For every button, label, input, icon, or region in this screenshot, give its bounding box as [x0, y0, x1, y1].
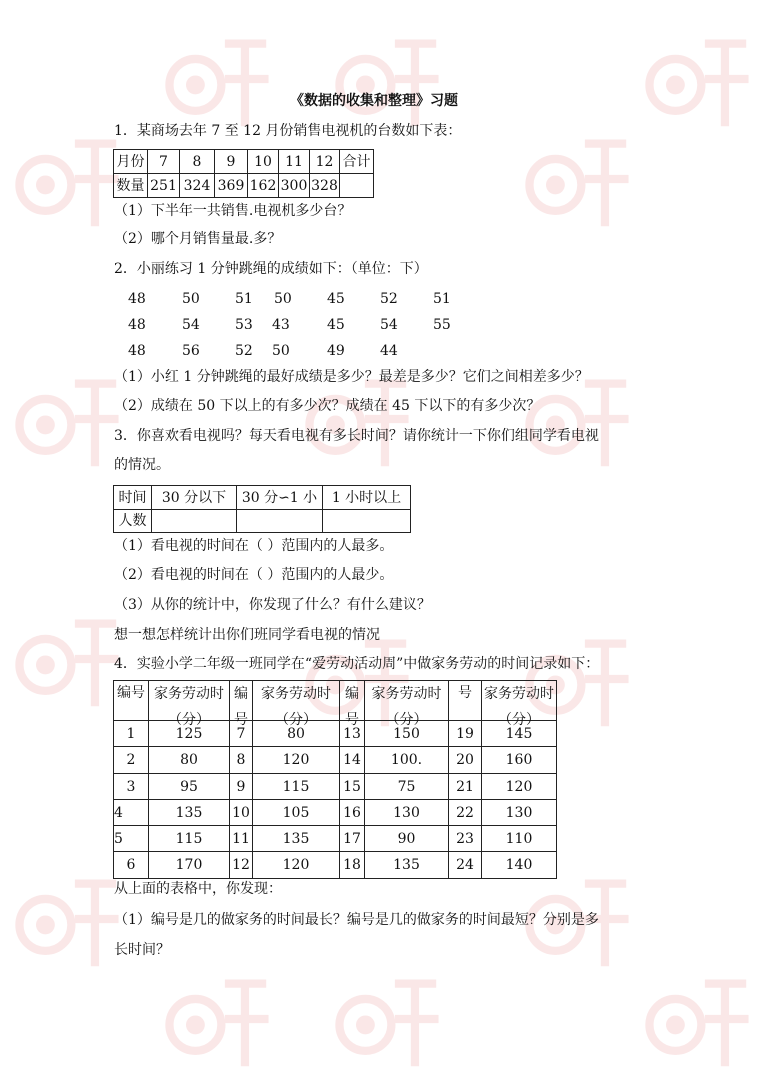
q4-header-text: 编号: [345, 686, 359, 728]
score: 48: [128, 317, 146, 333]
score: 50: [274, 291, 292, 307]
q4-cell: 170: [149, 852, 230, 879]
q3-sub3: （3）从你的统计中，你发现了什么？有什么建议？: [114, 597, 431, 613]
q4-cell: 110: [482, 826, 557, 852]
q4-cell: 1: [114, 721, 149, 747]
q4-header-cell: [149, 681, 230, 728]
q1-cell: 162: [248, 174, 279, 198]
q4-cell: 135: [253, 826, 340, 852]
q1-cell: 合计: [340, 150, 374, 174]
q1-cell: 9: [215, 150, 248, 174]
score: 50: [182, 291, 200, 307]
q4-cell: 135: [149, 800, 230, 826]
q4-cell: 20: [449, 747, 482, 774]
q4-cell: 4: [114, 800, 149, 826]
q4-cell: 90: [365, 826, 449, 852]
q4-cell: 80: [149, 747, 230, 774]
watermark-logo: [640, 20, 758, 138]
q4-header-cell: [230, 681, 253, 728]
q3-cell: [237, 510, 323, 533]
score: 54: [182, 317, 200, 333]
q1-cell: 数量: [114, 174, 148, 198]
q1-stem: 1．某商场去年 7 至 12 月份销售电视机的台数如下表：: [114, 123, 462, 139]
q3-table: [113, 485, 411, 533]
q1-cell: 251: [148, 174, 180, 198]
q4-header-text: 编号: [234, 686, 248, 728]
q4-cell: 140: [482, 852, 557, 879]
q4-header-text: 家务劳动时（分）: [484, 686, 554, 728]
q4-cell: 7: [230, 721, 253, 747]
q4-cell: 115: [149, 826, 230, 852]
q4-cell: 13: [340, 721, 365, 747]
q4-header-text: 家务劳动时（分）: [371, 686, 442, 728]
q3-cell: 1 小时以上: [323, 486, 411, 510]
q1-cell: 300: [279, 174, 310, 198]
q4-cell: 11: [230, 826, 253, 852]
q4-cell: 22: [449, 800, 482, 826]
q4-cell: 75: [365, 774, 449, 800]
q3-cell: 时间: [114, 486, 152, 510]
q4-cell: 105: [253, 800, 340, 826]
q4-cell: 120: [253, 852, 340, 879]
q4-header-text: 家务劳动时（分）: [154, 686, 224, 728]
q4-cell: 21: [449, 774, 482, 800]
q3-cell: 30 分以下: [152, 486, 237, 510]
q4-header-cell: [340, 681, 365, 728]
q4-cell: 5: [114, 826, 149, 852]
q4-header-text: 家务劳动时（分）: [261, 686, 331, 728]
q3-cell: [323, 510, 411, 533]
score: 50: [272, 343, 290, 359]
score: 53: [235, 317, 253, 333]
q4-cell: 6: [114, 852, 149, 879]
watermark-logo: [10, 860, 128, 978]
q4-header-cell: [365, 681, 449, 728]
q4-header-cell: 号: [449, 681, 482, 721]
score: 43: [272, 317, 290, 333]
q1-cell: 369: [215, 174, 248, 198]
q4-cell: 12: [230, 852, 253, 879]
q3-cell: 30 分∽1 小: [237, 486, 323, 510]
score: 55: [433, 317, 451, 333]
q2-stem: 2．小丽练习 1 分钟跳绳的成绩如下：（单位：下）: [114, 261, 428, 277]
q1-cell: 8: [180, 150, 215, 174]
q4-header-cell: [482, 681, 557, 728]
q4-cell: 17: [340, 826, 365, 852]
q4-cell: 95: [149, 774, 230, 800]
q4-header-cell: [253, 681, 340, 728]
q4-cell: 8: [230, 747, 253, 774]
q4-cell: 23: [449, 826, 482, 852]
watermark-logo: [520, 120, 638, 238]
score: 45: [327, 317, 345, 333]
q2-sub2: （2）成绩在 50 下以上的有多少次？成绩在 45 下以下的有多少次？: [114, 398, 541, 414]
score: 56: [182, 343, 200, 359]
q1-cell: [340, 174, 374, 198]
q1-cell: 7: [148, 150, 180, 174]
q3-stem-line2: 的情况。: [114, 457, 170, 473]
q4-cell: 15: [340, 774, 365, 800]
q4-cell: 19: [449, 721, 482, 747]
score: 48: [128, 291, 146, 307]
q4-cell: 24: [449, 852, 482, 879]
q4-cell: 100.: [365, 747, 449, 774]
q4-cell: 18: [340, 852, 365, 879]
watermark-logo: [10, 600, 128, 718]
watermark-logo: [160, 960, 278, 1078]
score: 49: [327, 343, 345, 359]
q4-cell: 115: [253, 774, 340, 800]
score: 48: [128, 343, 146, 359]
q1-sub1: （1）下半年一共销售.电视机多少台？: [114, 203, 352, 219]
q4-cell: 120: [253, 747, 340, 774]
score: 52: [380, 291, 398, 307]
q4-cell: 120: [482, 774, 557, 800]
score: 52: [235, 343, 253, 359]
score: 51: [235, 291, 253, 307]
q4-cell: 16: [340, 800, 365, 826]
q1-cell: 12: [310, 150, 340, 174]
q3-cell: 人数: [114, 510, 152, 533]
q4-cell: 130: [482, 800, 557, 826]
q3-extra: 想一想怎样统计出你们班同学看电视的情况: [114, 627, 380, 643]
q1-cell: 月份: [114, 150, 148, 174]
score: 44: [380, 343, 398, 359]
watermark-logo: [10, 360, 128, 478]
q4-cell: 150: [365, 721, 449, 747]
q4-cell: 135: [365, 852, 449, 879]
q2-sub1: （1）小红 1 分钟跳绳的最好成绩是多少？最差是多少？它们之间相差多少？: [114, 369, 589, 385]
score: 54: [380, 317, 398, 333]
q1-sub2: （2）哪个月销售量最.多？: [114, 231, 282, 247]
q4-cell: 10: [230, 800, 253, 826]
q4-cell: 9: [230, 774, 253, 800]
q4-sub1-line2: 长时间？: [114, 942, 170, 958]
q3-sub1: （1）看电视的时间在（ ）范围内的人最多。: [114, 538, 394, 554]
q4-cell: 125: [149, 721, 230, 747]
q4-sub1-line1: （1）编号是几的做家务的时间最长？编号是几的做家务的时间最短？分别是多: [114, 912, 599, 928]
q1-cell: 10: [248, 150, 279, 174]
page-title: 《数据的收集和整理》习题: [290, 93, 458, 109]
q4-cell: 3: [114, 774, 149, 800]
q4-cell: 160: [482, 747, 557, 774]
q1-cell: 11: [279, 150, 310, 174]
q4-cell: 14: [340, 747, 365, 774]
score: 51: [433, 291, 451, 307]
q1-cell: 324: [180, 174, 215, 198]
q1-table: [113, 149, 374, 198]
watermark-logo: [330, 960, 448, 1078]
score: 45: [327, 291, 345, 307]
watermark-logo: [160, 20, 278, 138]
q4-cell: 130: [365, 800, 449, 826]
q4-cell: 80: [253, 721, 340, 747]
watermark-logo: [330, 20, 448, 138]
q3-stem-line1: 3．你喜欢看电视吗？每天看电视有多长时间？请你统计一下你们组同学看电视: [114, 428, 599, 444]
q4-found: 从上面的表格中，你发现：: [114, 881, 282, 897]
q3-cell: [152, 510, 237, 533]
q4-cell: 145: [482, 721, 557, 747]
q1-cell: 328: [310, 174, 340, 198]
q4-stem: 4．实验小学二年级一班同学在“爱劳动活动周”中做家务劳动的时间记录如下：: [114, 656, 600, 672]
q4-header-cell: 编号: [114, 681, 149, 721]
q4-cell: 2: [114, 747, 149, 774]
watermark-logo: [640, 960, 758, 1078]
q3-sub2: （2）看电视的时间在（ ）范围内的人最少。: [114, 567, 394, 583]
q4-table: [113, 680, 557, 879]
watermark-logo: [10, 120, 128, 238]
